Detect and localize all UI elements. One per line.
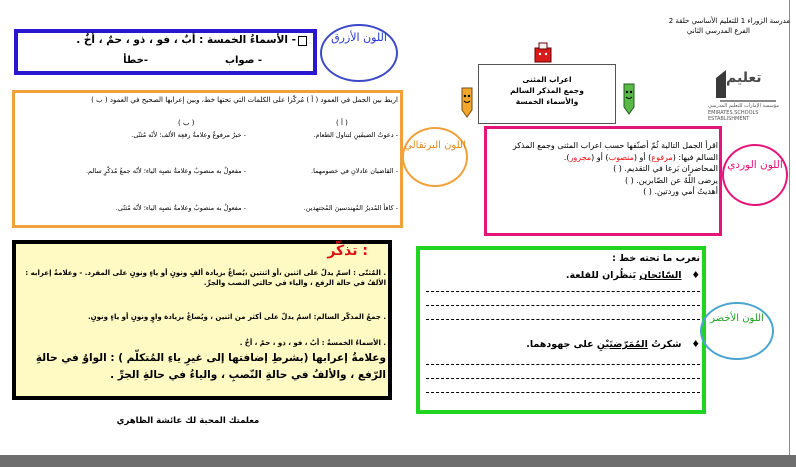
bullet-icon: ♦ (691, 339, 700, 350)
pink-sentence-2: يرضى اللّهُ عن الصّابرين. ( ) (624, 175, 718, 185)
blue-true-false (20, 55, 262, 66)
column-b-header: ( ب ) (178, 119, 195, 127)
green-sentence-2-pre: شكرتُ (651, 339, 682, 350)
orange-row-a-1: - دعوتُ الضيفَينِ لتناول الطعام. (313, 131, 398, 139)
answer-line-6[interactable] (426, 392, 700, 393)
pencil-right-icon (618, 80, 642, 116)
pink-exercise (490, 140, 718, 198)
true-option[interactable]: - صواب (224, 55, 262, 66)
green-sentence-2-rest: على جهودهما. (526, 339, 594, 350)
blue-five-nouns: - الأسماءُ الخمسة : أبٌ ، فو ، ذو ، حمٌ ، أخٌ . (76, 34, 296, 46)
answer-line-3[interactable] (426, 319, 700, 320)
red-pencil-sharpener-icon (532, 40, 554, 66)
logo-subtitle-en: EMIRATES SCHOOLS ESTABLISHMENT (708, 110, 759, 122)
orange-row-a-2: - القاضيان عادلانِ في خصومهما. (311, 167, 398, 175)
pink-sentence-1: المحاضران بَرعا في التقديم. ( ) (613, 164, 718, 173)
answer-line-4[interactable] (426, 364, 700, 365)
lesson-title-line1: اعراب المثنى (522, 75, 572, 84)
bullet-icon: ♦ (691, 270, 700, 281)
lesson-title (484, 74, 610, 107)
orange-row-a-3: - كافأ المُديرُ المُهندسينَ المُجتهدين. (303, 204, 398, 212)
pink-color-label: اللون الوردي (727, 159, 783, 171)
false-option[interactable]: -خطأ (123, 55, 148, 66)
column-a-header: ( أ ) (336, 119, 348, 127)
logo-word: تعليم (726, 70, 762, 86)
remember-five-nouns: . الأسماءُ الخمسةُ : أبٌ ، فو ، ذو ، حمٌ ، أخٌ . (239, 339, 386, 347)
answer-line-1[interactable] (426, 291, 700, 292)
remember-dual: . المُثنّى : اسمٌ يدلّ على اثنين ،أو اثنتين ،يُصاغُ بزيادة ألفٍ ونونٍ أو ياءٍ ونونٍ على المفرد. - وعلامةُ إعرابه : الألفُ في حالة الرفع ، والياء في حالتي النصب والجرِّ. (25, 269, 386, 287)
teacher-signature: معلمتك المحبة لك عائشة الظاهري (116, 416, 260, 426)
remember-plural: . جمعُ المذكّر السالم: اسمٌ يدلّ على أكثر من اثنين ، ويُصاغُ بزيادة واوٍ ونونٍ أو ياءٍ ونونٍ. (87, 313, 386, 321)
orange-row-b-1: - خبرٌ مرفوعٌ وعلامةُ رفعِه الألف؛ لأنّه مُثنّى. (131, 131, 246, 139)
bottom-bar (0, 455, 796, 467)
green-color-badge (700, 302, 774, 360)
right-frame-border (789, 0, 790, 467)
remember-title: : تذكّر (327, 243, 368, 259)
green-heading: نعرب ما تحته خط : (612, 253, 700, 264)
green-sentence-1 (424, 270, 700, 281)
orange-instruction: اربط بين الجمل في العمود ( أ ) مُركّزا على الكلمات التي تحتها خط، وبين إعرابها الصحيح في العمود ( ب ) (91, 96, 398, 104)
lesson-title-line2: وجمع المذكر السالم (510, 86, 584, 95)
underlined-word-2: المُمَرّضتَيْنِ (596, 339, 648, 350)
blue-color-label: اللون الأزرق (331, 31, 387, 44)
pink-color-badge (722, 144, 788, 206)
answer-line-2[interactable] (426, 305, 700, 306)
pink-instruction: اقرأ الجمل التالية ثُمّ أصنّفها حسب اعراب المثنى وجمع المذكر السالم فيها: (مرفوع) أو (منصوب) أو (مجرور). (512, 141, 718, 162)
pencil-left-icon (456, 84, 480, 118)
answer-line-5[interactable] (426, 378, 700, 379)
logo-subtitle-ar: مؤسسة الإمارات للتعليم المدرسي (708, 103, 780, 109)
green-sentence-2 (424, 339, 700, 350)
lesson-title-line3: والأسماء الخمسة (515, 97, 579, 106)
underlined-word-1: السّائحان (639, 270, 682, 281)
remember-five-nouns-rule: وعلامةُ إعرابها (بشرطِ إضافتها إلى غيرِ ياءِ المُتكلّم ) : الواوُ في حالةِ الرّفع ، والألفُ في حالةِ النّصبِ ، والياءُ في حالةِ الجرِّ . (35, 352, 386, 381)
green-sentence-1-rest: يَنظُران للقلعة. (565, 270, 637, 281)
logo-divider (720, 100, 776, 102)
school-branch: الفرع المدرسي الثاني (686, 27, 750, 35)
pink-sentence-3: أهديتُ أمي وردتين. ( ) (643, 187, 718, 196)
school-info (580, 16, 790, 36)
school-name: مدرسة الزوراء 1 للتعليم الأساسي حلقة 2 (668, 17, 790, 25)
orange-color-label: اللون البرتقالي (404, 140, 466, 151)
orange-color-badge (402, 127, 468, 187)
orange-row-b-3: - مفعولٌ به منصوبٌ وعلامةُ نصبِه الياء؛ لأنّه مُثنّى. (115, 204, 246, 212)
orange-row-b-2: - مفعولٌ به منصوبٌ وعلامةُ نصبِه الياء؛ لأنّه جمعُ مُذكّرٍ سالم. (85, 167, 246, 175)
green-color-label: اللون الأخضر (710, 313, 764, 324)
